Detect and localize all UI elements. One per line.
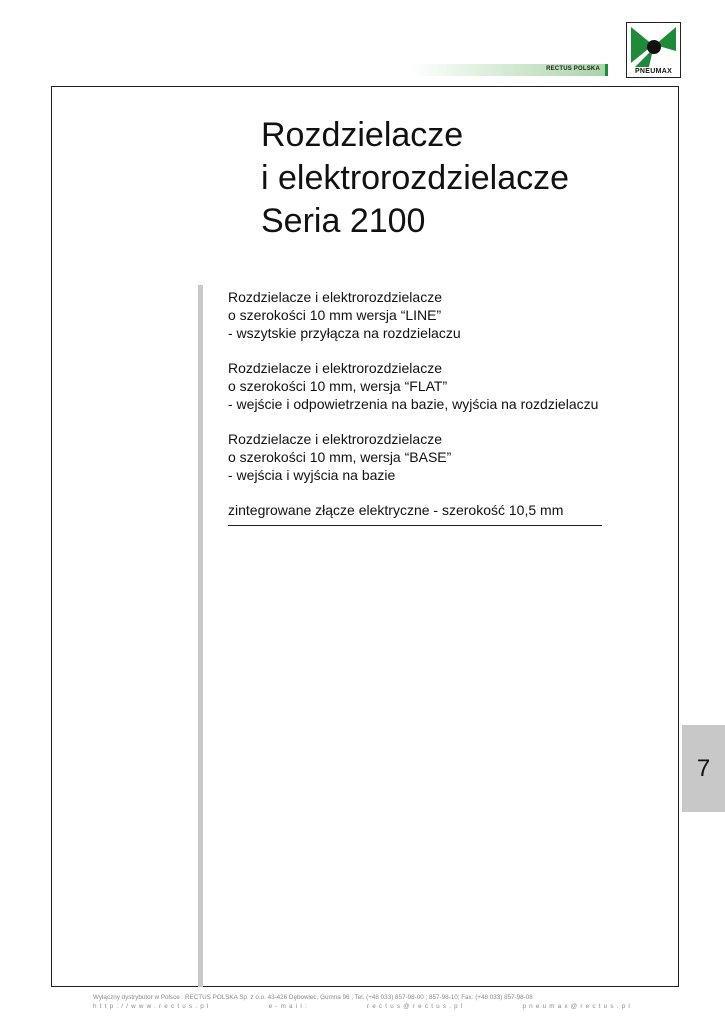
title-line-2: i elektrorozdzielacze [261, 159, 570, 197]
description-block-flat [228, 359, 648, 413]
title-line-3: Seria 2100 [261, 202, 426, 240]
footer-links [93, 1002, 633, 1011]
website-link[interactable]: http://www.rectus.pl [93, 1003, 212, 1010]
chapter-number: 7 [696, 755, 711, 782]
block-line: - wszytskie przyłącza na rozdzielaczu [228, 325, 461, 341]
pneumax-logo [626, 22, 681, 78]
page-title [261, 114, 661, 243]
chapter-tab [682, 725, 725, 812]
block-line: Rozdzielacze i elektrorozdzielacze [228, 289, 442, 305]
block-line: Rozdzielacze i elektrorozdzielacze [228, 431, 442, 447]
title-line-1: Rozdzielacze [261, 116, 464, 154]
block-line: - wejście i odpowietrzenia na bazie, wyjścia na rozdzielaczu [228, 396, 599, 412]
email-label: e-mail: [268, 1003, 310, 1010]
description-block-line [228, 288, 648, 342]
block-line: o szerokości 10 mm wersja “LINE” [228, 307, 442, 323]
product-description [228, 288, 648, 526]
header-accent [605, 64, 608, 76]
header-label: RECTUS POLSKA [546, 66, 600, 72]
block-line: o szerokości 10 mm, wersja “FLAT” [228, 378, 448, 394]
footer-distributor: Wyłączny dystrybutor w Polsce : RECTUS POLSKA Sp. z o.o. 43-426 Dębowiec, Gumna 96 ; Tel. (+48 033) 857-98-00 ; 857-98-10; Fax: (+48 033) 857-98-08 [93, 994, 533, 1001]
email-link-pneumax[interactable]: pneumax@rectus.pl [522, 1003, 633, 1010]
description-block-base [228, 430, 648, 484]
vertical-divider [198, 285, 203, 987]
block-line: Rozdzielacze i elektrorozdzielacze [228, 360, 442, 376]
email-link-rectus[interactable]: rectus@rectus.pl [366, 1003, 466, 1010]
block-line: - wejścia i wyjścia na bazie [228, 467, 396, 483]
logo-text: PNEUMAX [634, 68, 673, 75]
connector-note: zintegrowane złącze elektryczne - szerokość 10,5 mm [228, 501, 602, 526]
footer [93, 993, 633, 1011]
block-line: o szerokości 10 mm, wersja “BASE” [228, 449, 452, 465]
